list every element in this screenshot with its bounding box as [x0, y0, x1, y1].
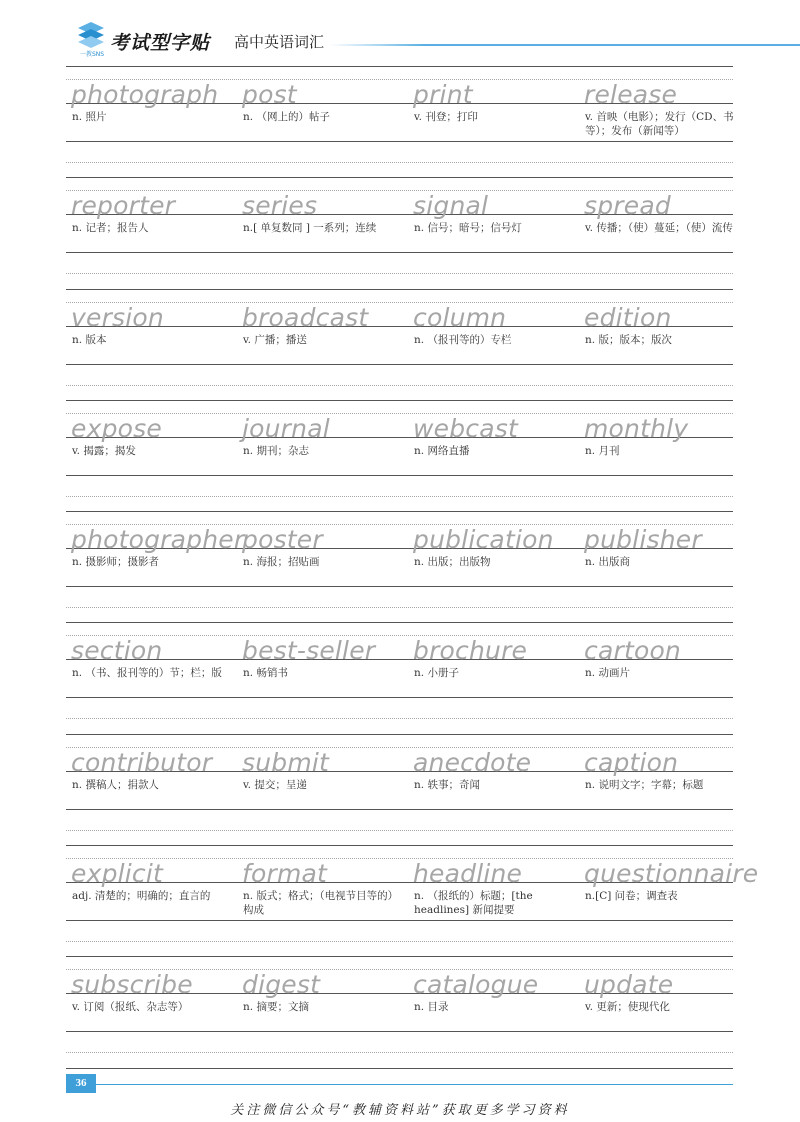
vocab-definition: n. 轶事；奇闻	[414, 778, 480, 791]
brand-tag: 一教SNS	[80, 51, 105, 58]
vocab-definition: n. 出版；出版物	[414, 556, 491, 569]
vocab-row	[66, 525, 733, 621]
subject-title: 高中英语词汇	[234, 33, 325, 51]
vocab-word: spread	[584, 191, 671, 221]
vocab-definition: n. 说明文字；字幕；标题	[585, 778, 704, 791]
vocab-word: signal	[413, 191, 489, 221]
vocab-word: questionnaire	[584, 859, 759, 889]
vocab-row	[66, 636, 733, 732]
vocab-definition: v. 更新；使现代化	[585, 1001, 670, 1014]
vocab-block	[66, 511, 733, 622]
vocab-word: webcast	[413, 413, 518, 443]
vocab-definition: v. 揭露；揭发	[72, 444, 136, 457]
vocab-word: edition	[584, 302, 672, 332]
vocab-word: format	[242, 859, 328, 889]
vocab-word: digest	[242, 970, 321, 1000]
guide-line	[66, 845, 733, 846]
vocab-definition: n. 期刊；杂志	[243, 444, 309, 457]
vocab-definition: n. 照片	[72, 111, 107, 123]
vocab-word: catalogue	[413, 970, 539, 1000]
vocab-word: photographer	[71, 525, 245, 555]
vocab-definition: n. 小册子	[414, 667, 459, 680]
vocab-word: caption	[584, 747, 679, 777]
vocab-row	[66, 191, 733, 287]
vocab-word: monthly	[584, 413, 689, 443]
vocab-definition: v. 订阅（报纸、杂志等）	[72, 1001, 189, 1014]
vocab-row	[66, 748, 733, 844]
vocab-definition: n. 版；版本；版次	[585, 333, 672, 346]
vocab-row	[66, 414, 733, 510]
vocab-block	[66, 289, 733, 400]
footer-rule	[96, 1084, 733, 1085]
vocab-definition: n. （报纸的）标题；[the headlines] 新闻提要	[414, 890, 533, 917]
vocab-definition: n. 版本	[72, 333, 107, 346]
header-rule	[330, 44, 800, 46]
vocab-definition: n. （报刊等的）专栏	[414, 333, 512, 346]
vocab-word: section	[71, 636, 163, 666]
vocab-row	[66, 859, 759, 955]
vocab-definition: n. 畅销书	[243, 667, 288, 680]
vocab-definition: n. 目录	[414, 1001, 449, 1014]
vocab-word: explicit	[71, 859, 164, 889]
vocab-word: reporter	[71, 191, 176, 221]
vocab-row	[66, 80, 733, 176]
vocabulary-grid	[66, 66, 759, 1069]
vocab-row	[66, 970, 733, 1066]
guide-line	[66, 177, 733, 178]
brand-title: 考试型字贴	[110, 32, 211, 54]
guide-line	[66, 734, 733, 735]
vocab-definition: v. 广播；播送	[243, 333, 307, 346]
vocab-word: brochure	[413, 636, 528, 666]
vocab-definition: n. 版式；格式；（电视节目等的）构成	[243, 890, 399, 917]
vocab-word: headline	[413, 859, 523, 889]
vocab-row	[66, 303, 733, 399]
vocab-definition: n. （网上的）帖子	[243, 111, 330, 123]
vocab-block	[66, 66, 733, 177]
vocab-word: submit	[242, 747, 330, 777]
guide-line	[66, 66, 733, 67]
vocab-definition: n. 出版商	[585, 556, 630, 569]
vocab-definition: n. 撰稿人；捐款人	[72, 778, 159, 791]
vocab-word: broadcast	[242, 302, 369, 332]
vocab-word: journal	[242, 413, 330, 443]
vocab-word: anecdote	[413, 747, 532, 777]
vocab-word: post	[242, 80, 297, 109]
vocab-block	[66, 622, 733, 733]
vocab-word: expose	[71, 413, 162, 443]
vocab-definition: n.[ 单复数同 ] 一系列；连续	[243, 222, 377, 235]
vocab-word: contributor	[71, 747, 213, 777]
vocab-definition: n. （书、报刊等的）节；栏；版	[72, 667, 222, 680]
vocab-word: cartoon	[584, 636, 681, 666]
vocab-definition: n. 信号；暗号；信号灯	[414, 222, 522, 235]
vocab-word: series	[242, 191, 318, 221]
vocab-definition: n. 动画片	[585, 667, 630, 680]
vocab-definition: n. 月刊	[585, 444, 620, 457]
book-stack-icon	[76, 20, 106, 52]
guide-line	[66, 622, 733, 623]
vocab-block	[66, 177, 733, 288]
vocab-definition: n. 网络直播	[414, 444, 470, 457]
vocab-word: publisher	[584, 525, 702, 555]
vocab-definition: n. 摘要；文摘	[243, 1001, 309, 1014]
vocab-definition: n. 海报；招贴画	[243, 556, 320, 569]
footer-note: 关注微信公众号“教辅资料站”获取更多学习资料	[230, 1103, 570, 1118]
vocab-word: version	[71, 302, 164, 332]
vocab-block	[66, 845, 759, 956]
guide-line	[66, 400, 733, 401]
vocab-block	[66, 734, 733, 845]
guide-line	[66, 511, 733, 512]
vocab-definition: v. 刊登；打印	[414, 111, 478, 123]
guide-line	[66, 956, 733, 957]
page-header	[0, 0, 800, 66]
vocab-word: photograph	[71, 80, 219, 109]
vocab-definition: v. 提交；呈递	[243, 778, 307, 791]
vocab-word: publication	[413, 525, 554, 555]
vocab-word: update	[584, 970, 674, 1000]
guide-line	[66, 1068, 733, 1069]
vocab-definition: n. 摄影师；摄影者	[72, 556, 159, 569]
vocab-word: best-seller	[242, 636, 376, 666]
vocab-word: subscribe	[71, 970, 193, 1000]
guide-line	[66, 289, 733, 290]
vocab-word: print	[413, 80, 473, 109]
vocab-word: column	[413, 302, 507, 332]
page-number: 36	[66, 1074, 96, 1093]
vocab-definition: v. 首映（电影）；发行（CD、书等）；发布（新闻等）	[585, 111, 734, 137]
vocab-definition: n. 记者；报告人	[72, 222, 149, 235]
vocab-definition: n.[C] 问卷；调查表	[585, 890, 678, 903]
vocab-definition: v. 传播；（使）蔓延；（使）流传	[585, 222, 733, 235]
vocab-word: release	[584, 80, 678, 109]
vocab-block	[66, 400, 733, 511]
vocab-definition: adj. 清楚的；明确的；直言的	[72, 890, 211, 903]
vocab-block	[66, 956, 733, 1067]
vocab-word: poster	[242, 525, 323, 555]
